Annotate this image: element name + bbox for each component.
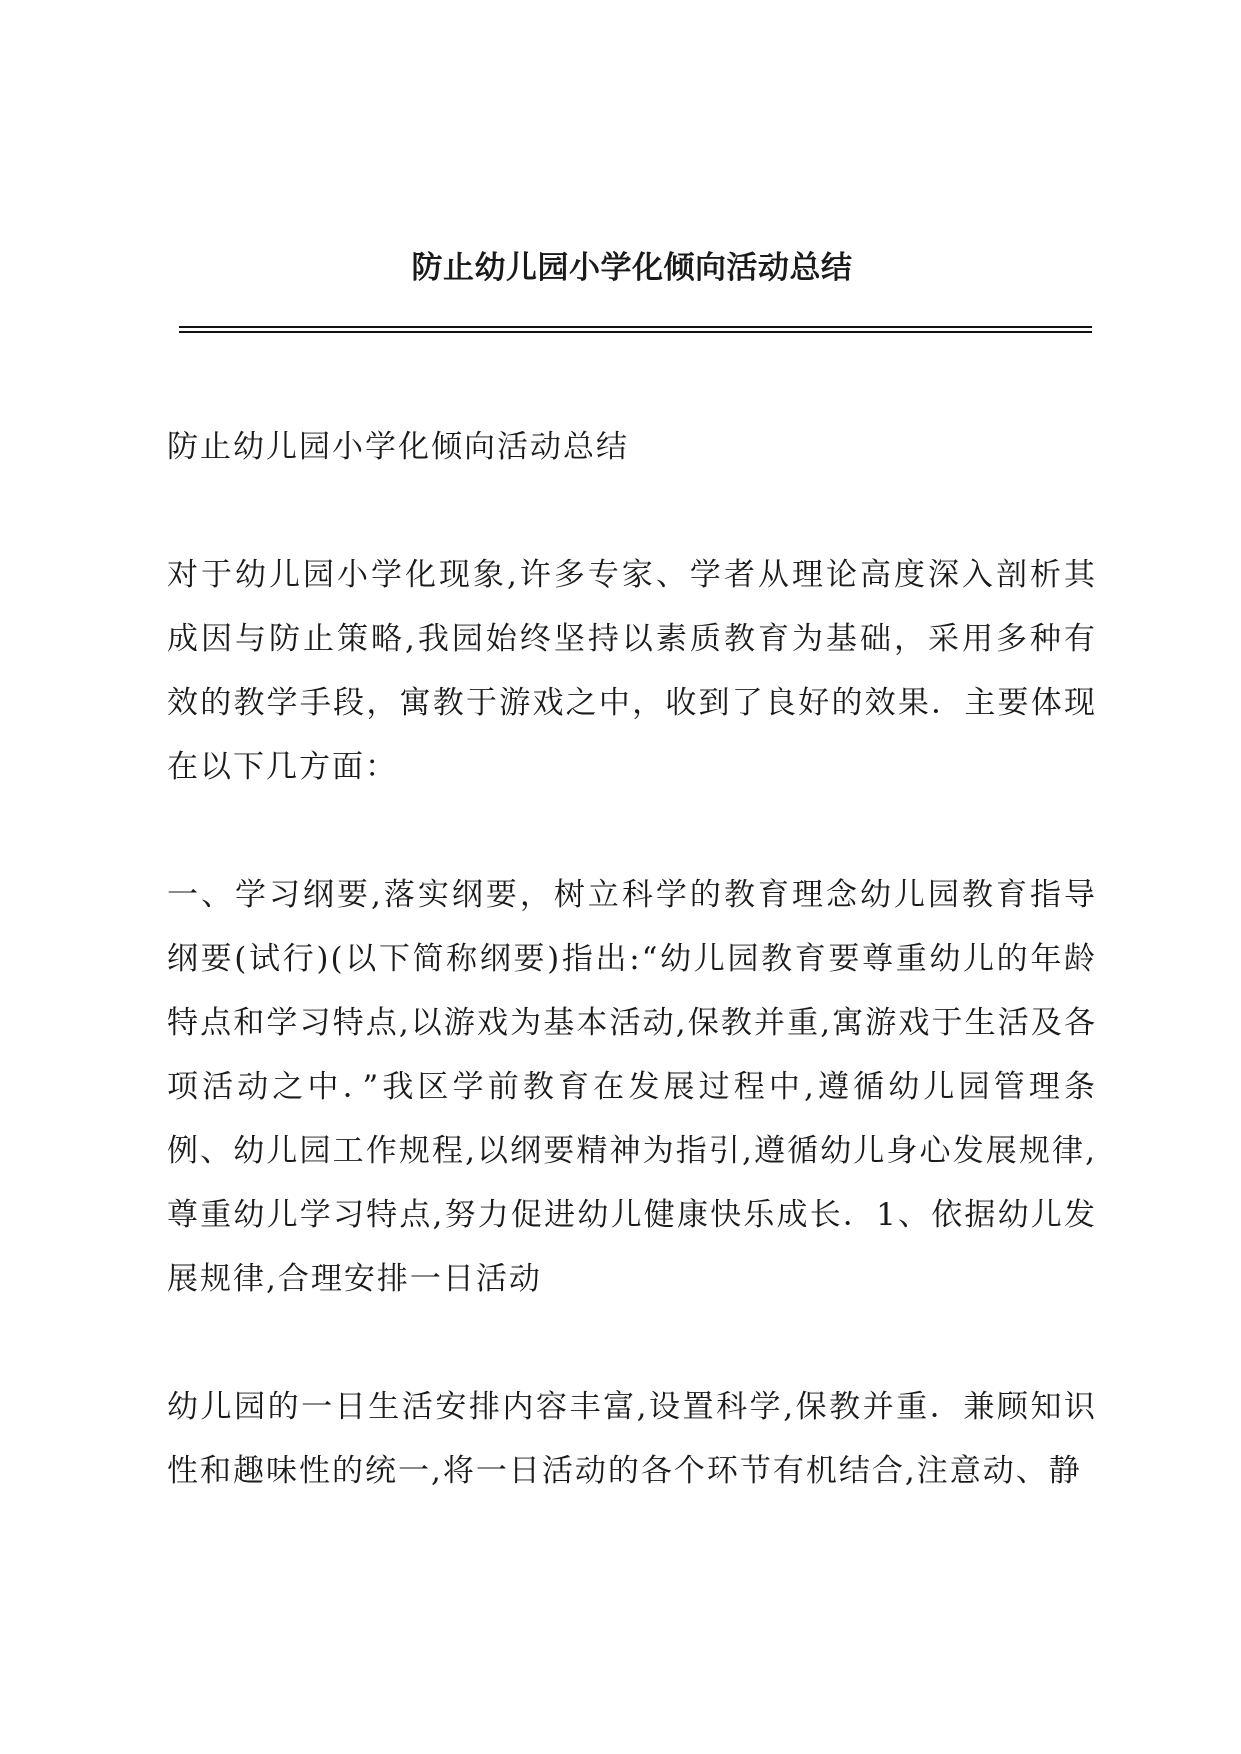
body-paragraph-intro: 对于幼儿园小学化现象,许多专家、学者从理论高度深入剖析其成因与防止策略,我园始终坚持以素质教育为基础，采用多种有效的教学手段，寓教于游戏之中，收到了良好的效果．主要体现在以下几方面：: [167, 557, 1097, 785]
document-title: 防止幼儿园小学化倾向活动总结: [411, 250, 853, 286]
body-paragraph-daily-activities: 幼儿园的一日生活安排内容丰富,设置科学,保教并重．兼顾知识性和趣味性的统一,将一日活动的各个环节有机结合,注意动、静: [167, 1389, 1097, 1489]
title-underline-bottom: [179, 331, 1092, 333]
body-paragraph-heading: 防止幼儿园小学化倾向活动总结: [167, 429, 629, 465]
document-body: [167, 415, 1097, 1567]
title-underline-top: [179, 326, 1092, 328]
body-paragraph-section-one: 一、学习纲要,落实纲要，树立科学的教育理念幼儿园教育指导纲要(试行)(以下简称纲要)指出:“幼儿园教育要尊重幼儿的年龄特点和学习特点,以游戏为基本活动,保教并重,寓游戏于生活及各项活动之中．”我区学前教育在发展过程中,遵循幼儿园管理条例、幼儿园工作规程,以纲要精神为指引,遵循幼儿身心发展规律,尊重幼儿学习特点,努力促进幼儿健康快乐成长．1、依据幼儿发展规律,合理安排一日活动: [167, 877, 1097, 1297]
